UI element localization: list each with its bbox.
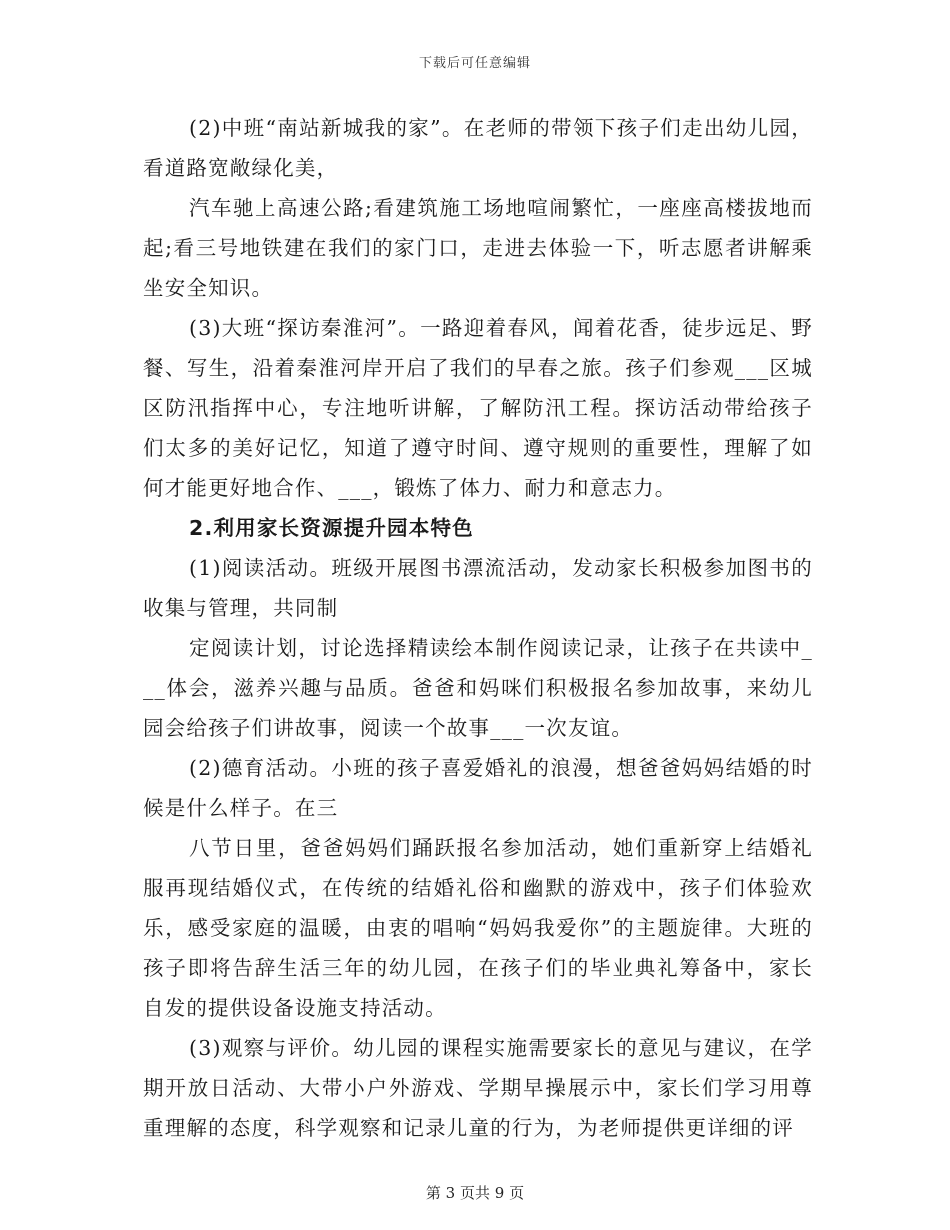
paragraph-reading-plan: 定阅读计划，讨论选择精读绘本制作阅读记录，让孩子在共读中___体会，滋养兴趣与品质。爸爸和妈咪们积极报名参加故事，来幼儿园会给孩子们讲故事，阅读一个故事___一次友谊。	[143, 636, 813, 740]
paragraph-senior-class: (3)大班“探访秦淮河”。一路迎着春风，闻着花香，徒步远足、野餐、写生，沿着秦淮河岸开启了我们的早春之旅。孩子们参观___区城区防汛指挥中心，专注地听讲解，了解防汛工程。探访活动带给孩子们太多的美好记忆，知道了遵守时间、遵守规则的重要性，理解了如何才能更好地合作、___，锻炼了体力、耐力和意志力。	[143, 316, 813, 500]
paragraph-middle-class: (2)中班“南站新城我的家”。在老师的带领下孩子们走出幼儿园，看道路宽敞绿化美，	[143, 116, 813, 180]
page-number: 第 3 页共 9 页	[425, 1184, 525, 1202]
paragraph-reading-activity: (1)阅读活动。班级开展图书漂流活动，发动家长积极参加图书的收集与管理，共同制	[143, 556, 813, 620]
page-header: 下载后可任意编辑	[418, 56, 531, 71]
document-body	[143, 108, 813, 1148]
paragraph-observation: (3)观察与评价。幼儿园的课程实施需要家长的意见与建议，在学期开放日活动、大带小户外游戏、学期早操展示中，家长们学习用尊重理解的态度，科学观察和记录儿童的行为，为老师提供更详细的评	[143, 1036, 813, 1140]
paragraph-festival: 八节日里，爸爸妈妈们踊跃报名参加活动，她们重新穿上结婚礼服再现结婚仪式，在传统的结婚礼俗和幽默的游戏中，孩子们体验欢乐，感受家庭的温暖，由衷的唱响“妈妈我爱你”的主题旋律。大班的孩子即将告辞生活三年的幼儿园，在孩子们的毕业典礼筹备中，家长自发的提供设备设施支持活动。	[143, 836, 813, 1020]
paragraph-highway: 汽车驰上高速公路;看建筑施工场地喧闹繁忙，一座座高楼拔地而起;看三号地铁建在我们的家门口，走进去体验一下，听志愿者讲解乘坐安全知识。	[143, 196, 813, 300]
section-heading: 2.利用家长资源提升园本特色	[189, 516, 474, 540]
paragraph-moral-activity: (2)德育活动。小班的孩子喜爱婚礼的浪漫，想爸爸妈妈结婚的时候是什么样子。在三	[143, 756, 813, 820]
